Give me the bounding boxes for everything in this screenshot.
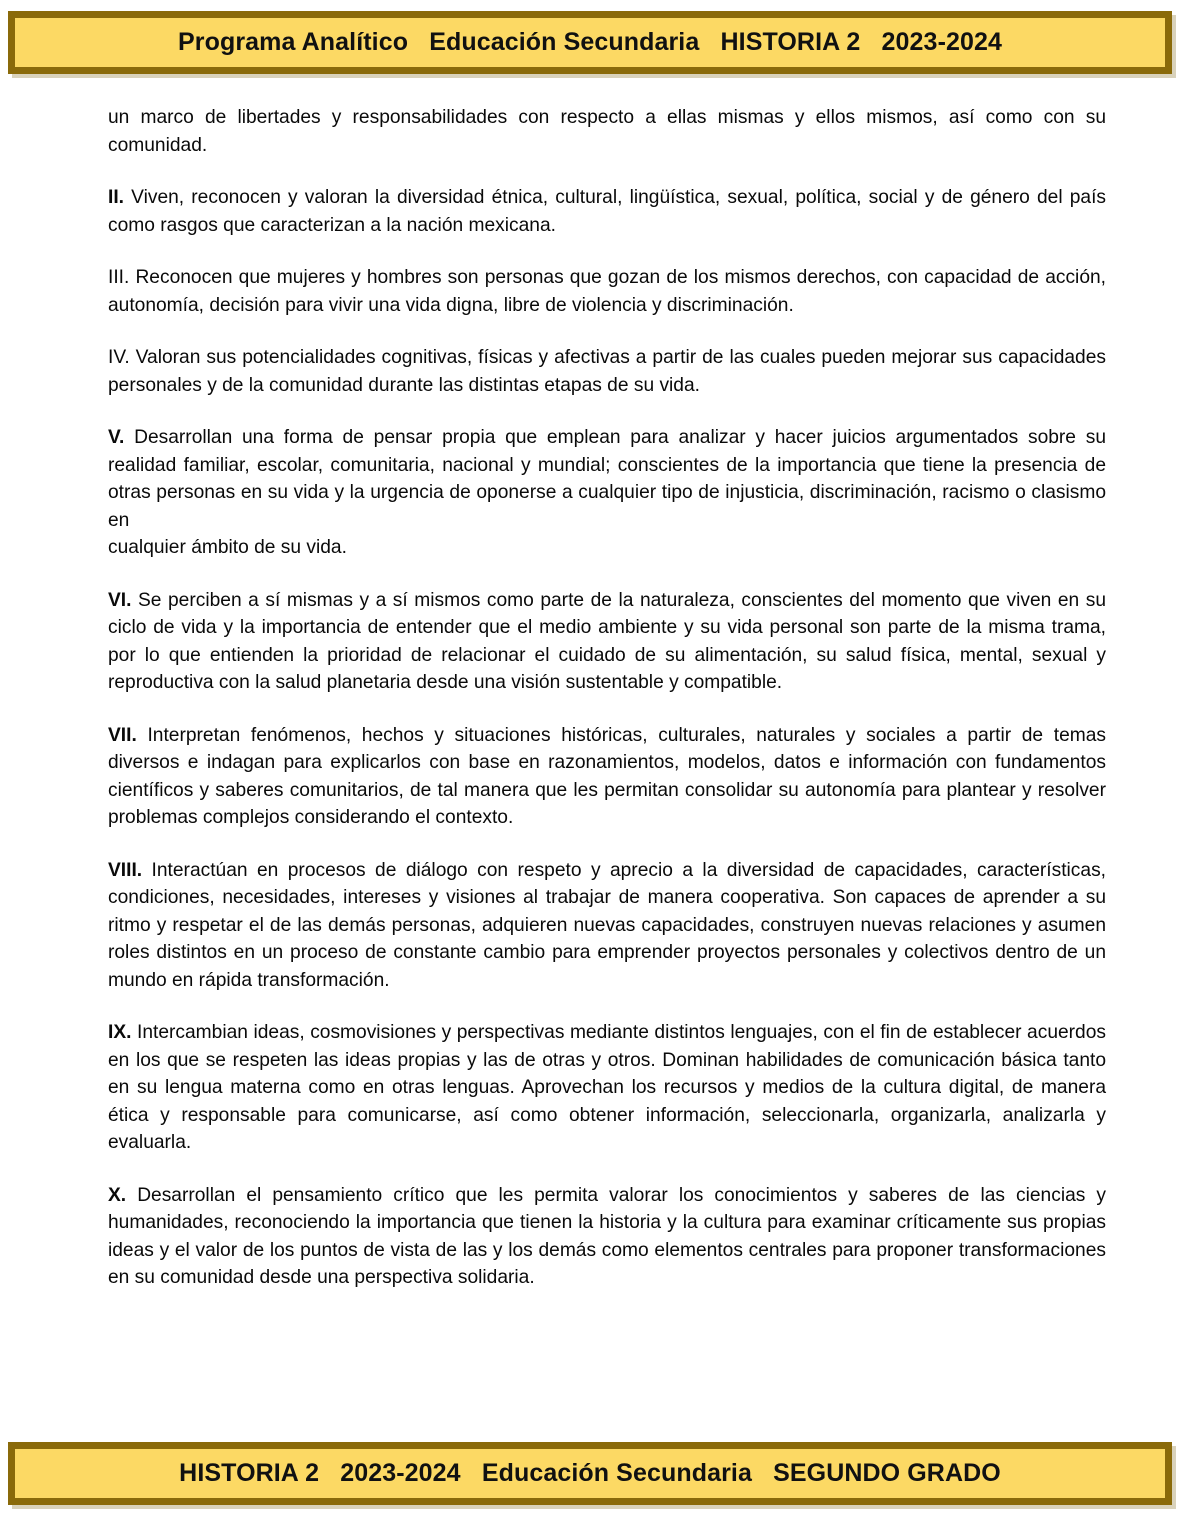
page-footer-banner (8, 1442, 1172, 1505)
paragraph-lead-item-v: V. (108, 427, 125, 448)
paragraph-item-iii (108, 264, 1106, 319)
paragraph-text-item-iv: Valoran sus potencialidades cognitivas, físicas y afectivas a partir de las cuales pueden mejorar sus capacidades personales y de la comunidad durante las distintas etapas de su vida. (108, 347, 1106, 396)
paragraph-item-vii (108, 722, 1106, 832)
paragraph-text-item-iii: Reconocen que mujeres y hombres son personas que gozan de los mismos derechos, con capacidad de acción, autonomía, decisión para vivir una vida digna, libre de violencia y discriminación. (108, 267, 1106, 316)
paragraph-item-x (108, 1182, 1106, 1292)
paragraph-intro-continuation (108, 104, 1106, 159)
paragraph-item-iv (108, 344, 1106, 399)
paragraph-lead-item-iii: III. (108, 267, 130, 288)
paragraph-text-intro-continuation: un marco de libertades y responsabilidades con respecto a ellas mismas y ellos mismos, así como con su comunidad. (108, 107, 1106, 156)
paragraph-item-ix (108, 1019, 1106, 1157)
page-header-banner (8, 11, 1172, 74)
paragraph-lead-item-vi: VI. (108, 589, 132, 611)
paragraph-tail-item-v: cualquier ámbito de su vida. (108, 537, 347, 558)
paragraph-lead-item-x: X. (108, 1184, 127, 1206)
paragraph-text-item-x: Desarrollan el pensamiento crítico que les permita valorar los conocimientos y saberes de las ciencias y humanidades, reconociendo la importancia que tienen la historia y la cultura para examinar críticamente sus propias ideas y el valor de los puntos de vista de las y los demás como elementos centrales para proponer transformaciones en su comunidad desde una perspectiva solidaria. (108, 1184, 1106, 1288)
paragraph-text-item-ix: Intercambian ideas, cosmovisiones y perspectivas mediante distintos lenguajes, con el fin de establecer acuerdos en los que se respeten las ideas propias y las de otras y otros. Dominan habilidades de comunicación básica tanto en su lengua materna como en otras lenguas. Aprovechan los recursos y medios de la cultura digital, de manera ética y responsable para comunicarse, así como obtener información, seleccionarla, organizarla, analizarla y evaluarla. (108, 1022, 1106, 1153)
paragraph-lead-item-ii: II. (108, 187, 124, 208)
paragraph-item-ii (108, 184, 1106, 239)
paragraph-item-viii (108, 857, 1106, 995)
footer-title: HISTORIA 2 2023-2024 Educación Secundaria SEGUNDO GRADO (179, 1459, 1001, 1487)
paragraph-text-item-vii: Interpretan fenómenos, hechos y situaciones históricas, culturales, naturales y sociales a partir de temas diversos e indagan para explicarlos con base en razonamientos, modelos, datos e información con fundamentos científicos y saberes comunitarios, de tal manera que les permitan consolidar su autonomía para plantear y resolver problemas complejos considerando el contexto. (108, 724, 1106, 828)
paragraph-text-item-v: Desarrollan una forma de pensar propia que emplean para analizar y hacer juicios argumentados sobre su realidad familiar, escolar, comunitaria, nacional y mundial; conscientes de la importancia que tiene la presencia de otras personas en su vida y la urgencia de oponerse a cualquier tipo de injusticia, discriminación, racismo o clasismo en (108, 427, 1106, 531)
paragraph-lead-item-iv: IV. (108, 347, 130, 368)
paragraph-item-v (108, 424, 1106, 562)
paragraph-lead-item-ix: IX. (108, 1022, 132, 1043)
paragraph-item-vi (108, 587, 1106, 697)
paragraph-lead-item-vii: VII. (108, 724, 137, 746)
document-body (108, 104, 1106, 1292)
paragraph-lead-item-viii: VIII. (108, 859, 143, 881)
header-title: Programa Analítico Educación Secundaria HISTORIA 2 2023-2024 (177, 28, 1003, 56)
paragraph-text-item-vi: Se perciben a sí mismas y a sí mismos como parte de la naturaleza, conscientes del momento que viven en su ciclo de vida y la importancia de entender que el medio ambiente y su vida personal son parte de la misma trama, por lo que entienden la prioridad de relacionar el cuidado de su alimentación, su salud física, mental, sexual y reproductiva con la salud planetaria desde una visión sustentable y compatible. (108, 589, 1106, 693)
paragraph-text-item-ii: Viven, reconocen y valoran la diversidad étnica, cultural, lingüística, sexual, política, social y de género del país como rasgos que caracterizan a la nación mexicana. (108, 187, 1106, 236)
paragraph-text-item-viii: Interactúan en procesos de diálogo con respeto y aprecio a la diversidad de capacidades, características, condiciones, necesidades, intereses y visiones al trabajar de manera cooperativa. Son capaces de aprender a su ritmo y respetar el de las demás personas, adquieren nuevas capacidades, construyen nuevas relaciones y asumen roles distintos en un proceso de constante cambio para emprender proyectos personales y colectivos dentro de un mundo en rápida transformación. (108, 859, 1106, 991)
